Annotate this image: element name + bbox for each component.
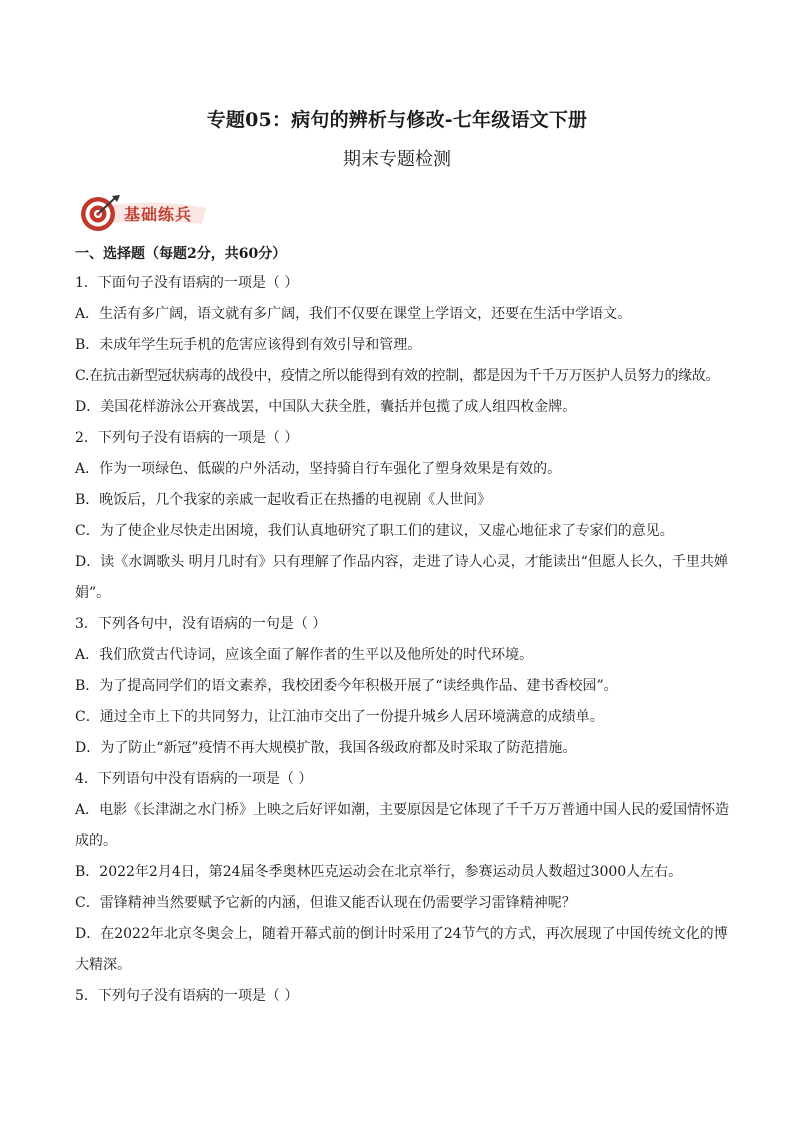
question-list xyxy=(75,240,730,1012)
option-a: A．我们欣赏古代诗词，应该全面了解作者的生平以及他所处的时代环境。 xyxy=(75,647,534,663)
option-a: A．电影《长津湖之水门桥》上映之后好评如潮，主要原因是它体现了千千万万普通中国人民的爱国情怀造成的。 xyxy=(75,802,730,849)
option-b: B．未成年学生玩手机的危害应该得到有效引导和管理。 xyxy=(75,337,422,353)
question-stem: 3．下列各句中，没有语病的一句是（ ） xyxy=(75,616,327,632)
page-title: 专题05：病句的辨析与修改-七年级语文下册 xyxy=(206,109,588,131)
option-c: C．雷锋精神当然要赋予它新的内涵，但谁又能否认现在仍需要学习雷锋精神呢？ xyxy=(75,895,576,911)
option-c: C．通过全市上下的共同努力，让江油市交出了一份提升城乡人居环境满意的成绩单。 xyxy=(75,709,604,725)
question-stem: 2．下列句子没有语病的一项是（ ） xyxy=(75,430,299,446)
option-b: B．为了提高同学们的语文素养，我校团委今年积极开展了“读经典作品、建书香校园”。 xyxy=(75,678,618,694)
question-stem: 4．下列语句中没有语病的一项是（ ） xyxy=(75,771,313,787)
option-a: A．生活有多广阔，语文就有多广阔，我们不仅要在课堂上学语文，还要在生活中学语文。 xyxy=(75,306,632,322)
option-d: D．美国花样游泳公开赛战罢，中国队大获全胜，囊括并包揽了成人组四枚金牌。 xyxy=(75,399,577,415)
question-stem: 5．下列句子没有语病的一项是（ ） xyxy=(75,988,299,1004)
option-b: B．2022年2月4日，第24届冬季奥林匹克运动会在北京举行，参赛运动员人数超过3000人左右。 xyxy=(75,864,683,880)
section-badge xyxy=(76,194,212,234)
option-c: C.在抗击新型冠状病毒的战役中，疫情之所以能得到有效的控制，都是因为千千万万医护人员努力的缘故。 xyxy=(75,368,720,384)
option-d: D．读《水调歌头 明月几时有》只有理解了作品内容，走进了诗人心灵，才能读出“但愿人长久，千里共婵娟”。 xyxy=(75,554,728,601)
option-a: A．作为一项绿色、低碳的户外活动，坚持骑自行车强化了塑身效果是有效的。 xyxy=(75,461,562,477)
badge-label: 基础练兵 xyxy=(124,205,193,224)
option-d: D．在2022年北京冬奥会上，随着开幕式前的倒计时采用了24节气的方式，再次展现了中国传统文化的博大精深。 xyxy=(75,926,728,973)
option-b: B．晚饭后，几个我家的亲戚一起收看正在热播的电视剧《人世间》 xyxy=(75,492,492,508)
option-c: C．为了使企业尽快走出困境，我们认真地研究了职工们的建议，又虚心地征求了专家们的意见。 xyxy=(75,523,674,539)
page-subtitle: 期末专题检测 xyxy=(343,149,451,170)
option-d: D．为了防止“新冠”疫情不再大规模扩散，我国各级政府都及时采取了防范措施。 xyxy=(75,740,577,756)
section-heading: 一、选择题（每题2分，共60分） xyxy=(75,246,287,262)
question-stem: 1．下面句子没有语病的一项是（ ） xyxy=(75,275,299,291)
